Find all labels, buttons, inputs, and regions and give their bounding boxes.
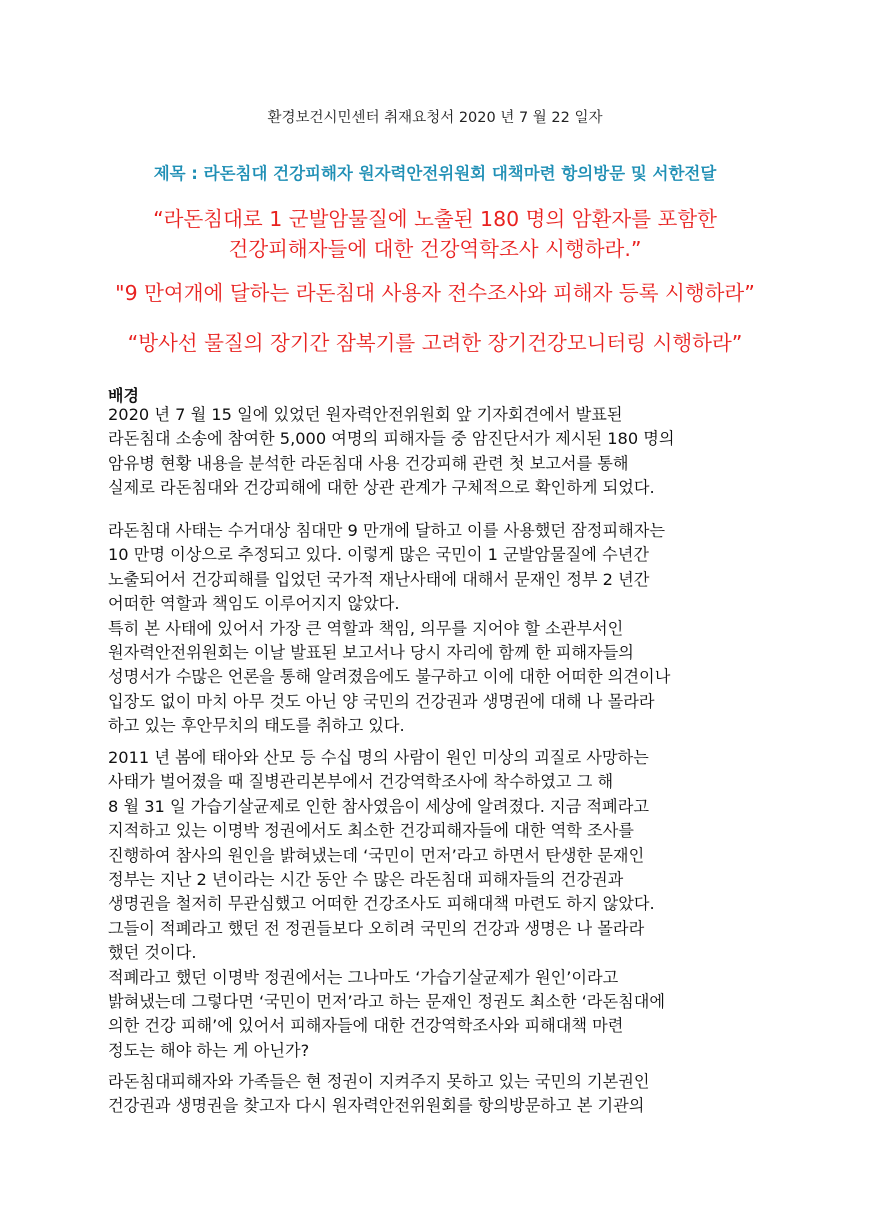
paragraph-4 bbox=[108, 1070, 758, 1119]
headline-3: “방사선 물질의 장기간 잠복기를 고려한 장기건강모니터링 시행하라” bbox=[127, 331, 743, 355]
text-line: 노출되어서 건강피해를 입었던 국가적 재난사태에 대해서 문재인 정부 2 년간 bbox=[108, 569, 650, 589]
text-line: 그들이 적폐라고 했던 전 정권들보다 오히려 국민의 건강과 생명은 나 몰라라 bbox=[108, 918, 645, 938]
paragraph-1 bbox=[108, 403, 758, 501]
text-line: 밝혀냈는데 그렇다면 ‘국민이 먼저’라고 하는 문재인 정권도 최소한 ‘라돈침대에 bbox=[108, 992, 665, 1012]
text-line: 정부는 지난 2 년이라는 시간 동안 수 많은 라돈침대 피해자들의 건강권과 bbox=[108, 870, 624, 890]
text-line: 2020 년 7 월 15 일에 있었던 원자력안전위원회 앞 기자회견에서 발표된 bbox=[108, 405, 623, 424]
text-line: 진행하여 참사의 원인을 밝혀냈는데 ‘국민이 먼저’라고 하면서 탄생한 문재인 bbox=[108, 845, 645, 865]
text-line: 입장도 없이 마치 아무 것도 아닌 양 국민의 건강권과 생명권에 대해 나 몰라라 bbox=[108, 691, 655, 711]
text-line: 어떠한 역할과 책임도 이루어지지 않았다. bbox=[108, 594, 400, 614]
document-header: 환경보건시민센터 취재요청서 2020 년 7 월 22 일자 bbox=[267, 110, 603, 126]
text-line: 적폐라고 했던 이명박 정권에서는 그나마도 ‘가습기살균제가 원인’이라고 bbox=[108, 967, 619, 987]
text-line: 라돈침대 소송에 참여한 5,000 여명의 피해자들 중 암진단서가 제시된 180 명의 bbox=[108, 429, 675, 449]
text-line: 정도는 해야 하는 게 아닌가? bbox=[108, 1040, 310, 1060]
text-line: 암유병 현황 내용을 분석한 라돈침대 사용 건강피해 관련 첫 보고서를 통해 bbox=[108, 453, 629, 473]
text-line: 특히 본 사태에 있어서 가장 큰 역할과 책임, 의무를 지어야 할 소관부서인 bbox=[108, 618, 624, 638]
headline-1: “라돈침대로 1 군발암물질에 노출된 180 명의 암환자를 포함한 bbox=[153, 207, 717, 231]
text-line: 의한 건강 피해’에 있어서 피해자들에 대한 건강역학조사와 피해대책 마련 bbox=[108, 1016, 624, 1036]
text-line: 지적하고 있는 이명박 정권에서도 최소한 건강피해자들에 대한 역학 조사를 bbox=[108, 821, 634, 841]
text-line: 라돈침대 사태는 수거대상 침대만 9 만개에 달하고 이를 사용했던 잠정피해자는 bbox=[108, 521, 665, 540]
text-line: 하고 있는 후안무치의 태도를 취하고 있다. bbox=[108, 716, 405, 736]
paragraph-3 bbox=[108, 746, 758, 1063]
text-line: 8 월 31 일 가습기살균제로 인한 참사였음이 세상에 알려졌다. 지금 적폐라고 bbox=[108, 796, 649, 816]
text-line: 건강권과 생명권을 찾고자 다시 원자력안전위원회를 항의방문하고 본 기관의 bbox=[108, 1096, 645, 1116]
text-line: 10 만명 이상으로 추정되고 있다. 이렇게 많은 국민이 1 군발암물질에 수년간 bbox=[108, 545, 649, 565]
headline-1-cont: 건강피해자들에 대한 건강역학조사 시행하라.” bbox=[228, 237, 642, 261]
section-title-background: 배경 bbox=[108, 386, 139, 405]
text-line: 라돈침대피해자와 가족들은 현 정권이 지켜주지 못하고 있는 국민의 기본권인 bbox=[108, 1072, 650, 1091]
text-line: 생명권을 철저히 무관심했고 어떠한 건강조사도 피해대책 마련도 하지 않았다. bbox=[108, 894, 655, 914]
headline-2: "9 만여개에 달하는 라돈침대 사용자 전수조사와 피해자 등록 시행하라” bbox=[115, 281, 755, 305]
document-subject: 제목 : 라돈침대 건강피해자 원자력안전위원회 대책마련 항의방문 및 서한전달 bbox=[153, 164, 717, 183]
text-line: 사태가 벌어졌을 때 질병관리본부에서 건강역학조사에 착수하였고 그 해 bbox=[108, 772, 614, 792]
paragraph-2 bbox=[108, 519, 758, 739]
text-line: 2011 년 봄에 태아와 산모 등 수십 명의 사람이 원인 미상의 괴질로 사망하는 bbox=[108, 748, 649, 767]
text-line: 했던 것이다. bbox=[108, 943, 197, 963]
text-line: 원자력안전위원회는 이날 발표된 보고서나 당시 자리에 함께 한 피해자들의 bbox=[108, 643, 634, 663]
text-line: 실제로 라돈침대와 건강피해에 대한 상관 관계가 구체적으로 확인하게 되었다. bbox=[108, 478, 655, 498]
text-line: 성명서가 수많은 언론을 통해 알려졌음에도 불구하고 이에 대한 어떠한 의견이나 bbox=[108, 667, 671, 687]
